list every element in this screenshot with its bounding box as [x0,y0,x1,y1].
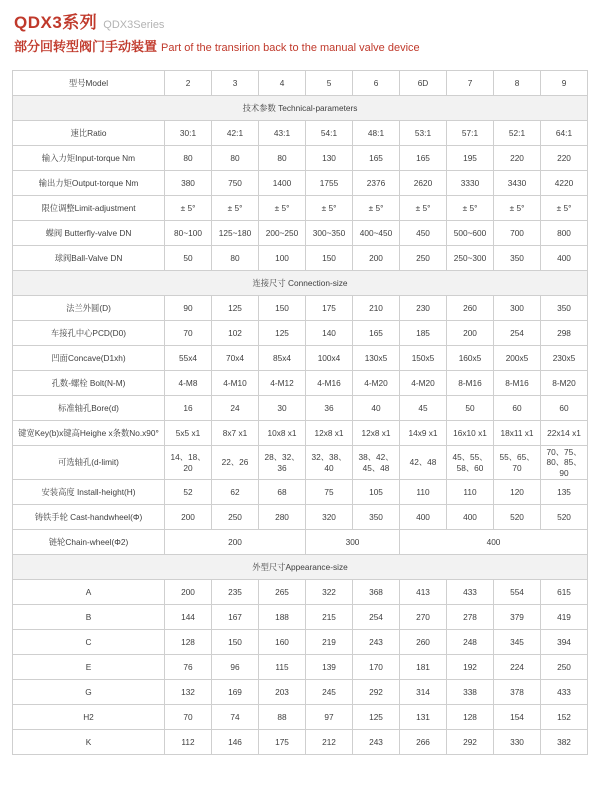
row-value: 68 [259,480,306,505]
row-value: 22、26 [212,446,259,480]
table-row [13,246,588,271]
row-label: 孔数-螺栓 Bolt(N-M) [13,371,165,396]
row-value: 40 [353,396,400,421]
row-value: 112 [165,730,212,755]
row-value: 146 [212,730,259,755]
row-label: 可选轴孔(d-limit) [13,446,165,480]
row-value: 64:1 [541,121,588,146]
row-value: 50 [165,246,212,271]
model-header-8: 8 [494,71,541,96]
row-value: ± 5° [353,196,400,221]
row-label: 车接孔中心PCD(D0) [13,321,165,346]
row-value: 12x8 x1 [353,421,400,446]
row-value: 200 [165,530,306,555]
row-value: 135 [541,480,588,505]
table-row [13,505,588,530]
row-value: 215 [306,605,353,630]
table-row [13,630,588,655]
table-row [13,480,588,505]
table-row-models [13,71,588,96]
row-value: 60 [494,396,541,421]
row-value: 188 [259,605,306,630]
row-value: 380 [165,171,212,196]
row-value: 150 [306,246,353,271]
row-value: 125 [353,705,400,730]
row-value: 322 [306,580,353,605]
row-value: 433 [541,680,588,705]
row-value: 345 [494,630,541,655]
row-value: 265 [259,580,306,605]
row-value: 200 [447,321,494,346]
table-row [13,221,588,246]
row-value: 125 [259,321,306,346]
row-value: 338 [447,680,494,705]
row-value: 520 [541,505,588,530]
page-header [0,0,600,64]
row-value: 139 [306,655,353,680]
row-value: 8x7 x1 [212,421,259,446]
row-value: ± 5° [447,196,494,221]
row-label: H2 [13,705,165,730]
table-row [13,730,588,755]
row-value: 200x5 [494,346,541,371]
row-value: 245 [306,680,353,705]
row-value: 210 [353,296,400,321]
row-value: 38、42、 45、48 [353,446,400,480]
row-value: 224 [494,655,541,680]
row-value: 150 [212,630,259,655]
row-value: 292 [447,730,494,755]
section-appearance-label: 外型尺寸Appearance-size [13,555,588,580]
row-value: 45、55、 58、60 [447,446,494,480]
row-value: 55x4 [165,346,212,371]
row-label: 球阀Ball-Valve DN [13,246,165,271]
row-label: 输出力矩Output-torque Nm [13,171,165,196]
row-value: 3430 [494,171,541,196]
row-value: 243 [353,730,400,755]
row-value: ± 5° [259,196,306,221]
row-value: 298 [541,321,588,346]
row-value: 55、65、 70 [494,446,541,480]
row-label: 标准轴孔Bore(d) [13,396,165,421]
page-subtitle-en: Part of the transirion back to the manual valve device [161,42,420,54]
row-value: 260 [447,296,494,321]
row-value: 200~250 [259,221,306,246]
row-value: 270 [400,605,447,630]
row-value: 130x5 [353,346,400,371]
table-row [13,580,588,605]
row-label: K [13,730,165,755]
row-value: ± 5° [541,196,588,221]
row-value: 368 [353,580,400,605]
row-value: 154 [494,705,541,730]
row-value: 43:1 [259,121,306,146]
row-value: 300~350 [306,221,353,246]
row-value: 4-M12 [259,371,306,396]
row-value: 150x5 [400,346,447,371]
row-value: 254 [353,605,400,630]
row-value: 379 [494,605,541,630]
row-value: 350 [541,296,588,321]
row-value: 250 [541,655,588,680]
row-value: 90 [165,296,212,321]
row-value: 12x8 x1 [306,421,353,446]
row-value: 219 [306,630,353,655]
row-label: 铸铁手轮 Cast-handwheel(Φ) [13,505,165,530]
row-value: 70 [165,705,212,730]
row-value: 330 [494,730,541,755]
row-label: C [13,630,165,655]
row-value: 85x4 [259,346,306,371]
row-value: 16 [165,396,212,421]
model-label: 型号Model [13,71,165,96]
row-value: 220 [541,146,588,171]
row-value: 110 [447,480,494,505]
row-value: 169 [212,680,259,705]
table-row [13,371,588,396]
page-title-en: QDX3Series [103,19,165,31]
row-value: 125 [212,296,259,321]
row-value: 28、32、 36 [259,446,306,480]
row-value: 1755 [306,171,353,196]
row-value: 8-M16 [494,371,541,396]
table-row [13,446,588,480]
row-value: 30:1 [165,121,212,146]
row-value: 520 [494,505,541,530]
row-label: B [13,605,165,630]
row-value: 243 [353,630,400,655]
row-value: 62 [212,480,259,505]
row-value: 70 [165,321,212,346]
specification-table [12,70,588,755]
row-value: 250 [212,505,259,530]
row-label: A [13,580,165,605]
row-value: 260 [400,630,447,655]
row-value: 150 [259,296,306,321]
row-value: 76 [165,655,212,680]
row-value: 165 [353,321,400,346]
row-value: 5x5 x1 [165,421,212,446]
row-value: 22x14 x1 [541,421,588,446]
section-connection [13,271,588,296]
row-value: 80 [212,146,259,171]
row-label: 安装高度 Install-height(H) [13,480,165,505]
row-label: 凹面Concave(D1xh) [13,346,165,371]
row-value: 88 [259,705,306,730]
row-value: 18x11 x1 [494,421,541,446]
row-value: 394 [541,630,588,655]
section-technical [13,96,588,121]
row-value: 14x9 x1 [400,421,447,446]
row-value: 433 [447,580,494,605]
row-value: 53:1 [400,121,447,146]
row-value: 130 [306,146,353,171]
row-value: 105 [353,480,400,505]
table-row [13,680,588,705]
row-value: 250~300 [447,246,494,271]
row-value: 235 [212,580,259,605]
model-header-6D: 6D [400,71,447,96]
row-value: 292 [353,680,400,705]
row-value: 70、75、 80、85、90 [541,446,588,480]
table-row [13,321,588,346]
row-value: 115 [259,655,306,680]
row-value: 160x5 [447,346,494,371]
row-value: 4220 [541,171,588,196]
row-label: 蝶阀 Butterfly-valve DN [13,221,165,246]
row-value: 165 [400,146,447,171]
page-title [14,12,586,36]
row-value: 128 [165,630,212,655]
row-value: 57:1 [447,121,494,146]
row-value: 350 [353,505,400,530]
row-value: 36 [306,396,353,421]
section-technical-label: 技术参数 Technical-parameters [13,96,588,121]
row-value: 200 [165,505,212,530]
table-row [13,396,588,421]
row-value: 400 [447,505,494,530]
row-value: 400 [400,505,447,530]
row-value: 70x4 [212,346,259,371]
row-value: 8-M20 [541,371,588,396]
row-value: 300 [306,530,400,555]
row-value: 165 [353,146,400,171]
row-value: 175 [259,730,306,755]
row-value: 14、18、 20 [165,446,212,480]
row-value: 4-M20 [353,371,400,396]
row-value: 128 [447,705,494,730]
row-value: 50 [447,396,494,421]
row-value: 400 [400,530,588,555]
row-value: 30 [259,396,306,421]
row-value: 750 [212,171,259,196]
row-value: 378 [494,680,541,705]
table-row [13,605,588,630]
row-label: 键宽Key(b)x键高Heighe x条数No.x90° [13,421,165,446]
row-value: 32、38、 40 [306,446,353,480]
row-value: 220 [494,146,541,171]
row-value: 74 [212,705,259,730]
row-value: 350 [494,246,541,271]
row-value: ± 5° [494,196,541,221]
row-value: 554 [494,580,541,605]
row-value: ± 5° [306,196,353,221]
model-header-7: 7 [447,71,494,96]
row-value: 96 [212,655,259,680]
row-value: 2376 [353,171,400,196]
page-title-cn: QDX3系列 [14,13,98,32]
table-row [13,196,588,221]
row-label: 速比Ratio [13,121,165,146]
row-value: 54:1 [306,121,353,146]
row-value: 615 [541,580,588,605]
row-value: 400~450 [353,221,400,246]
row-value: 100 [259,246,306,271]
row-value: 125~180 [212,221,259,246]
row-value: 8-M16 [447,371,494,396]
row-value: 203 [259,680,306,705]
row-value: 250 [400,246,447,271]
table-row [13,121,588,146]
table-row-chain-wheel [13,530,588,555]
row-value: 181 [400,655,447,680]
row-value: 1400 [259,171,306,196]
model-header-9: 9 [541,71,588,96]
row-value: 200 [353,246,400,271]
row-label: 法兰外圆(D) [13,296,165,321]
section-appearance [13,555,588,580]
model-header-2: 2 [165,71,212,96]
page-subtitle-cn: 部分回转型阀门手动装置 [14,39,158,54]
row-value: 266 [400,730,447,755]
row-value: 195 [447,146,494,171]
row-value: 192 [447,655,494,680]
row-value: ± 5° [400,196,447,221]
row-value: 170 [353,655,400,680]
row-value: 131 [400,705,447,730]
row-value: ± 5° [212,196,259,221]
row-value: 320 [306,505,353,530]
row-value: 45 [400,396,447,421]
table-row [13,296,588,321]
row-value: 97 [306,705,353,730]
row-value: 3330 [447,171,494,196]
row-value: 132 [165,680,212,705]
row-value: 400 [541,246,588,271]
row-value: 314 [400,680,447,705]
row-value: 500~600 [447,221,494,246]
row-value: 80 [212,246,259,271]
row-value: 2620 [400,171,447,196]
table-row [13,421,588,446]
row-label: G [13,680,165,705]
row-value: 4-M16 [306,371,353,396]
row-value: 75 [306,480,353,505]
row-value: 24 [212,396,259,421]
row-value: 42:1 [212,121,259,146]
row-value: 185 [400,321,447,346]
row-value: 110 [400,480,447,505]
row-value: 167 [212,605,259,630]
row-value: 144 [165,605,212,630]
model-header-3: 3 [212,71,259,96]
row-value: 413 [400,580,447,605]
row-value: 212 [306,730,353,755]
row-value: 52 [165,480,212,505]
row-value: 16x10 x1 [447,421,494,446]
table-row [13,705,588,730]
row-value: 4-M10 [212,371,259,396]
row-value: 800 [541,221,588,246]
model-header-5: 5 [306,71,353,96]
row-value: 42、48 [400,446,447,480]
row-value: 10x8 x1 [259,421,306,446]
row-value: 120 [494,480,541,505]
row-label: 链轮Chain-wheel(Φ2) [13,530,165,555]
row-value: 248 [447,630,494,655]
row-value: 4-M20 [400,371,447,396]
row-value: 160 [259,630,306,655]
row-value: 450 [400,221,447,246]
page-subtitle [14,37,586,58]
row-value: 382 [541,730,588,755]
row-value: 60 [541,396,588,421]
row-value: 80 [259,146,306,171]
model-header-6: 6 [353,71,400,96]
row-label: 限位调整Limit-adjustment [13,196,165,221]
row-value: 80~100 [165,221,212,246]
table-row [13,171,588,196]
row-value: 152 [541,705,588,730]
row-value: 175 [306,296,353,321]
row-value: 300 [494,296,541,321]
row-value: 102 [212,321,259,346]
row-value: 280 [259,505,306,530]
row-value: 48:1 [353,121,400,146]
model-header-4: 4 [259,71,306,96]
row-value: 140 [306,321,353,346]
row-value: 230x5 [541,346,588,371]
row-value: 278 [447,605,494,630]
row-value: 200 [165,580,212,605]
row-value: ± 5° [165,196,212,221]
row-value: 100x4 [306,346,353,371]
table-row [13,655,588,680]
row-label: E [13,655,165,680]
row-value: 80 [165,146,212,171]
row-value: 52:1 [494,121,541,146]
row-value: 254 [494,321,541,346]
row-value: 4-M8 [165,371,212,396]
row-value: 700 [494,221,541,246]
table-row [13,146,588,171]
row-value: 230 [400,296,447,321]
section-connection-label: 连接尺寸 Connection-size [13,271,588,296]
row-label: 输入力矩Input-torque Nm [13,146,165,171]
row-value: 419 [541,605,588,630]
table-row [13,346,588,371]
